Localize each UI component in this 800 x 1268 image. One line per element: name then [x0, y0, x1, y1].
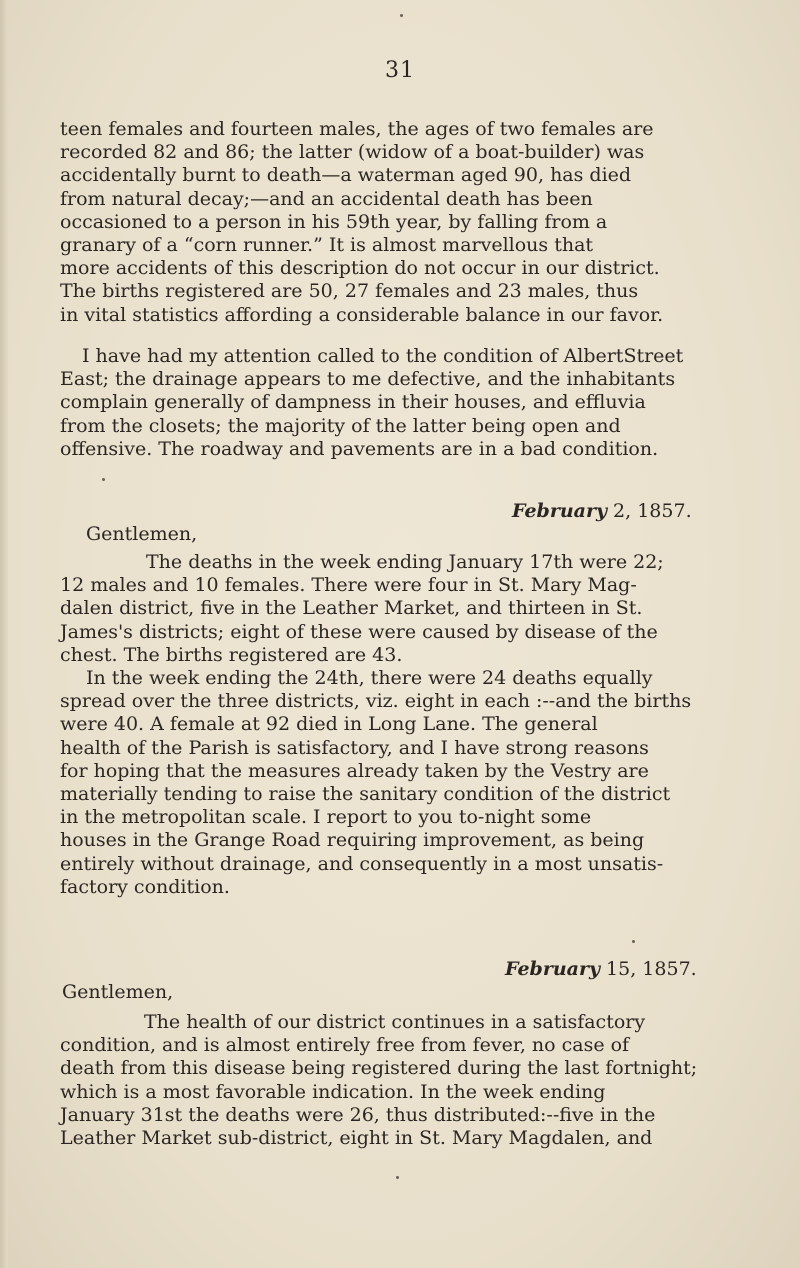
text-line: for hoping that the measures already taken by the Vestry are [60, 759, 649, 782]
paragraph-4 [60, 667, 740, 899]
text-line: more accidents of this description do not occur in our district. [60, 257, 660, 280]
text-line: dalen district, five in the Leather Market, and thirteen in St. [60, 597, 643, 620]
ink-speck [632, 940, 635, 943]
letter-2-dateline [505, 958, 697, 980]
ink-speck [400, 14, 403, 17]
text-line: factory condition. [60, 875, 230, 898]
text-line: health of the Parish is satisfactory, and I have strong reasons [60, 736, 649, 759]
text-line: death from this disease being registered during the last fortnight; [60, 1057, 698, 1080]
text-line: chest. The births registered are 43. [60, 643, 403, 666]
paragraph-2 [60, 345, 735, 461]
text-line: materially tending to raise the sanitary condition of the district [60, 783, 671, 806]
paragraph-3 [60, 551, 738, 667]
text-line: which is a most favorable indication. In the week ending [60, 1080, 606, 1103]
text-line: Leather Market sub-district, eight in St. Mary Magdalen, and [60, 1127, 653, 1150]
letter-2-salutation: Gentlemen, [62, 981, 174, 1003]
letter-1-salutation: Gentlemen, [86, 523, 198, 545]
text-line: from the closets; the majority of the latter being open and [60, 414, 621, 437]
text-line: The deaths in the week ending January 17th were 22; [146, 551, 664, 573]
text-line: teen females and fourteen males, the ages of two females are [60, 118, 654, 140]
date-day-year: 15, 1857. [600, 958, 697, 980]
ink-speck [396, 1176, 399, 1179]
text-line: from natural decay;—and an accidental death has been [60, 187, 593, 210]
text-line: 12 males and 10 females. There were four in St. Mary Mag- [60, 574, 637, 597]
text-line: granary of a “corn runner.” It is almost marvellous that [60, 234, 594, 257]
text-line: offensive. The roadway and pavements are in a bad condition. [60, 437, 659, 460]
text-line: were 40. A female at 92 died in Long Lane. The general [60, 713, 598, 736]
text-line: entirely without drainage, and consequently in a most unsatis- [60, 852, 664, 875]
text-line: East; the drainage appears to me defective, and the inhabitants [60, 368, 676, 391]
date-month: February [505, 958, 601, 980]
text-line: in the metropolitan scale. I report to you to-night some [60, 806, 592, 829]
text-line: I have had my attention called to the condition of AlbertStreet [82, 345, 684, 367]
text-line: The health of our district continues in a satisfactory [144, 1011, 646, 1033]
text-line: In the week ending the 24th, there were 24 deaths equally [86, 667, 653, 689]
letter-1-dateline [512, 500, 692, 522]
text-line: recorded 82 and 86; the latter (widow of a boat-builder) was [60, 141, 645, 164]
text-line: The births registered are 50, 27 females and 23 males, thus [60, 280, 639, 303]
text-line: condition, and is almost entirely free from fever, no case of [60, 1034, 630, 1057]
text-line: January 31st the deaths were 26, thus distributed:--five in the [60, 1103, 656, 1126]
ink-speck [102, 478, 105, 481]
text-line: houses in the Grange Road requiring improvement, as being [60, 829, 645, 852]
page-binding-edge [0, 0, 8, 1268]
date-month: February [512, 500, 608, 522]
text-line: occasioned to a person in his 59th year, by falling from a [60, 210, 608, 233]
text-line: James's districts; eight of these were caused by disease of the [60, 620, 658, 643]
text-line: accidentally burnt to death—a waterman aged 90, has died [60, 164, 632, 187]
text-line: spread over the three districts, viz. eight in each :--and the births [60, 690, 692, 713]
paragraph-1 [60, 118, 730, 327]
paragraph-5 [60, 1011, 738, 1150]
date-day-year: 2, 1857. [607, 500, 692, 522]
page-number: 31 [385, 58, 415, 83]
text-line: in vital statistics affording a considerable balance in our favor. [60, 303, 664, 326]
text-line: complain generally of dampness in their houses, and effluvia [60, 391, 646, 414]
